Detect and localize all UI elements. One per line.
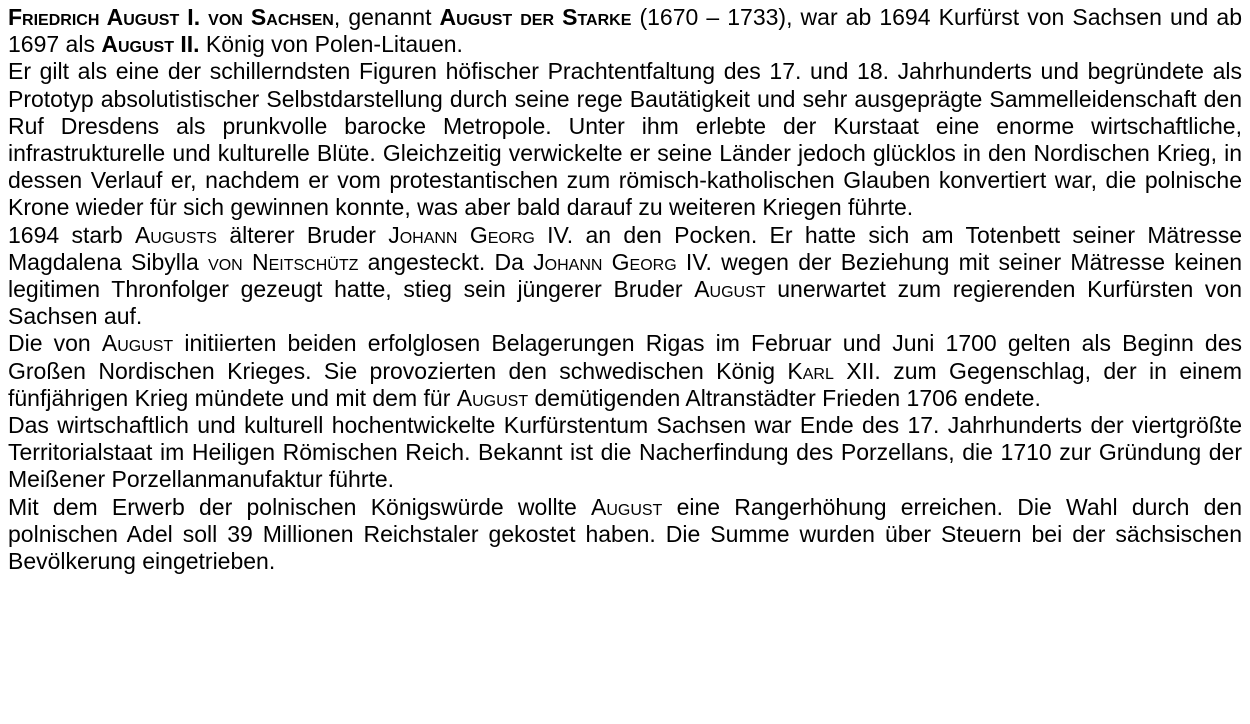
name-august-ii: August II. [101, 31, 200, 58]
text-run: Er gilt als eine der schillerndsten Figuren höfischer Prachtentfaltung des 17. und 18. Jahrhunderts und begründete als Prototyp absolutistischer Selbstdarstellung durch seine rege Bautätigkeit und sehr ausgeprägte Sammelleidenschaft den Ruf Dresdens als prunkvolle barocke Metropole. Unter ihm erlebte der Kurstaat eine enorme wirtschaftliche, infrastrukturelle und kulturelle Blüte. Gleichzeitig verwickelte er seine Länder jedoch glücklos in den Nordischen Krieg, in dessen Verlauf er, nachdem er vom protestantischen zum römisch-katholischen Glauben konvertiert war, die polnische Krone wieder für sich gewinnen konnte, was aber bald darauf zu weiteren Kriegen führte. [8, 58, 1242, 221]
name-friedrich-august: Friedrich August I. von Sachsen [8, 4, 334, 30]
text-run: Die von [8, 330, 102, 357]
text-run: angesteckt. Da [358, 248, 534, 275]
text-run: XII. zum Gegenschlag, der in einem fünfjährigen Krieg mündete und mit dem für [8, 357, 1242, 411]
text-run: IV. wegen der Beziehung mit seiner Mätresse keinen legitimen Thronfolger gezeugt hatte, stieg sein jüngerer Bruder [8, 248, 1243, 303]
text-run: , genannt [333, 4, 440, 30]
text-run: IV. an den Pocken. Er hatte sich am Totenbett seiner Mätresse Magdalena Sibylla [8, 221, 1242, 275]
text-run: Mit dem Erwerb der polnischen Königswürde wollte [8, 493, 591, 520]
name-johann-georg: Johann Georg [388, 221, 535, 248]
text-run: eine Rangerhöhung erreichen. Die Wahl durch den polnischen Adel soll 39 Millionen Reichstaler gekostet haben. Die Summe wurden über Steuern bei der sächsischen Bevölkerung eingetrieben. [8, 493, 1242, 575]
text-run: demütigenden Altranstädter Frieden 1706 endete. [528, 384, 1041, 411]
text-run: initiierten beiden erfolglosen Belagerungen Rigas im Februar und Juni 1700 gelten als Beginn des Großen Nordischen Krieges. Sie provozierten den schwedischen König [8, 330, 1242, 384]
paragraph-nordischer-krieg [8, 330, 1242, 412]
name-august: August [101, 330, 174, 357]
paragraph-koenigswuerde [8, 494, 1242, 576]
name-johann-georg: Johann Georg [533, 248, 677, 275]
text-run: 1694 starb [8, 221, 135, 248]
name-august: August [694, 276, 766, 303]
name-august: August [590, 493, 663, 520]
paragraph-johann-georg [8, 222, 1242, 331]
paragraph-porzellan [8, 412, 1242, 494]
text-run: (1670 – 1733), war ab 1694 Kurfürst von Sachsen und ab 1697 als [8, 4, 1243, 58]
name-august: August [456, 384, 529, 411]
text-run: König von Polen-Litauen. [199, 31, 463, 58]
paragraph-intro [8, 4, 1242, 58]
paragraph-prachtentfaltung [8, 58, 1242, 221]
text-run: unerwartet zum regierenden Kurfürsten von Sachsen auf. [8, 276, 1242, 330]
text-run: älterer Bruder [216, 221, 389, 248]
text-run: Das wirtschaftlich und kulturell hochentwickelte Kurfürstentum Sachsen war Ende des 17. Jahrhunderts der viertgrößte Territorialstaat im Heiligen Römischen Reich. Bekannt ist die Nacherfindung des Porzellans, die 1710 zur Gründung der Meißener Porzellanmanufaktur führte. [8, 412, 1242, 493]
name-karl: Karl [787, 357, 834, 384]
name-august: Augusts [134, 221, 217, 248]
name-von-neitschuetz: von Neitschütz [208, 248, 359, 275]
name-august-der-starke: August der Starke [439, 4, 632, 30]
